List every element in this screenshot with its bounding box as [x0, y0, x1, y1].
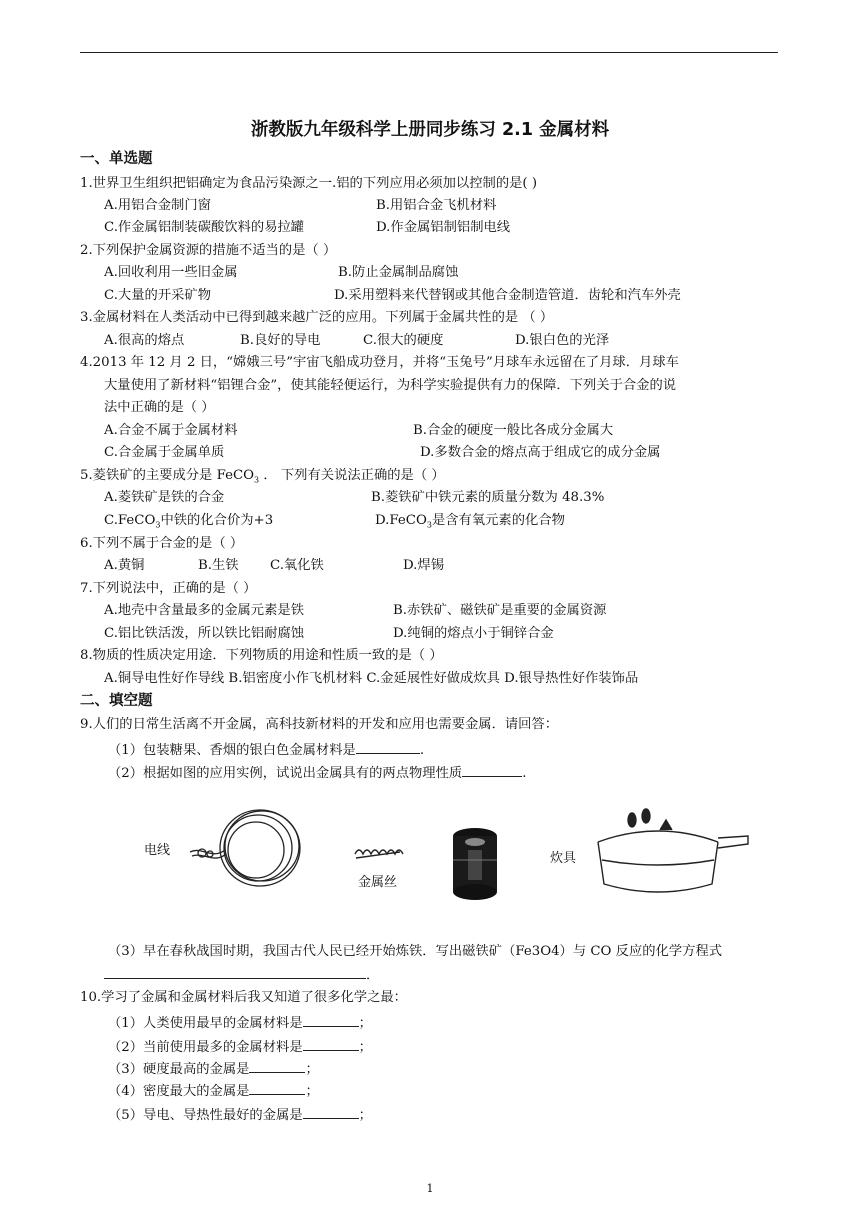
- q5-option-c: C.FeCO$_3$中铁的化合价为+3: [104, 513, 274, 530]
- answer-blank[interactable]: [462, 763, 522, 777]
- q8-stem: 8.物质的性质决定用途．下列物质的用途和性质一致的是（ ）: [80, 648, 443, 663]
- answer-blank[interactable]: [303, 1037, 359, 1051]
- q5-stem: 5.菱铁矿的主要成分是 FeCO$_3$ ． 下列有关说法正确的是（ ）: [80, 468, 445, 485]
- q2-option-a: A.回收利用一些旧金属: [104, 265, 238, 280]
- q7-option-d: D.纯铜的熔点小于铜锌合金: [393, 626, 554, 641]
- q6-option-d: D.焊锡: [403, 558, 445, 573]
- q7-stem: 7.下列说法中，正确的是（ ）: [80, 581, 257, 596]
- q10-stem: 10.学习了金属和金属材料后我又知道了很多化学之最：: [80, 990, 407, 1005]
- q3-option-c: C.很大的硬度: [363, 333, 444, 348]
- figure-label-wire: 电线: [144, 843, 171, 858]
- q3-option-d: D.银白色的光泽: [515, 333, 610, 348]
- q4-option-a: A.合金不属于金属材料: [104, 423, 238, 438]
- q1-option-c: C.作金属铝制装碳酸饮料的易拉罐: [104, 220, 305, 235]
- q5-option-b: B.菱铁矿中铁元素的质量分数为 48.3%: [371, 490, 605, 505]
- q1-option-b: B.用铝合金飞机材料: [376, 198, 497, 213]
- q10-part5: （5）导电、导热性最好的金属是 ；: [108, 1105, 372, 1125]
- wire-coil-image: [190, 810, 300, 886]
- q5-option-d: D.FeCO$_3$是含有氧元素的化合物: [375, 513, 565, 530]
- q8-options: A.铜导电性好作导线 B.铝密度小作飞机材料 C.金延展性好做成炊具 D.银导热性好作装饰品: [104, 671, 639, 686]
- q9-part2: （2）根据如图的应用实例，试说出金属具有的两点物理性质 .: [108, 763, 526, 783]
- q9-part1: （1）包装糖果、香烟的银白色金属材料是 .: [108, 740, 424, 760]
- answer-blank[interactable]: [303, 1105, 359, 1119]
- q3-option-b: B.良好的导电: [240, 333, 321, 348]
- q2-stem: 2.下列保护金属资源的措施不适当的是（ ）: [80, 243, 337, 258]
- q1-stem: 1.世界卫生组织把铝确定为食品污染源之一.铝的下列应用必须加以控制的是( ): [80, 176, 538, 191]
- page-number: 1: [426, 1182, 434, 1195]
- q6-stem: 6.下列不属于合金的是（ ）: [80, 536, 244, 551]
- q9-part3-answer: ．: [104, 965, 379, 985]
- q4-option-b: B.合金的硬度一般比各成分金属大: [413, 423, 614, 438]
- figure-label-metal-wire: 金属丝: [358, 875, 398, 890]
- q5-option-a: A.菱铁矿是铁的合金: [104, 490, 225, 505]
- q9-stem: 9.人们的日常生活离不开金属，高科技新材料的开发和应用也需要金属．请回答：: [80, 717, 559, 732]
- figure-label-cooker: 炊具: [550, 851, 577, 866]
- q7-option-b: B.赤铁矿、磁铁矿是重要的金属资源: [393, 603, 607, 618]
- q10-part4: （4）密度最大的金属是 ；: [108, 1081, 319, 1101]
- answer-blank[interactable]: [249, 1059, 305, 1073]
- answer-blank[interactable]: [104, 965, 366, 979]
- q7-option-c: C.铝比铁活泼，所以铁比铝耐腐蚀: [104, 626, 305, 641]
- q10-part3: （3）硬度最高的金属是 ；: [108, 1059, 319, 1079]
- page-title: 浙教版九年级科学上册同步练习 2.1 金属材料: [250, 120, 610, 140]
- answer-blank[interactable]: [249, 1081, 305, 1095]
- q4-stem-line1: 4.2013 年 12 月 2 日，“嫦娥三号”宇宙飞船成功登月，并将“玉兔号”月球车永远留在了月球．月球车: [80, 355, 679, 370]
- q4-option-c: C.合金属于金属单质: [104, 445, 225, 460]
- q2-option-c: C.大量的开采矿物: [104, 288, 212, 303]
- answer-blank[interactable]: [303, 1013, 359, 1027]
- metal-wire-image: [355, 850, 403, 858]
- metal-applications-figure: [130, 790, 750, 910]
- q3-stem: 3.金属材料在人类活动中已得到越来越广泛的应用。下列属于金属共性的是 （ ）: [80, 310, 554, 325]
- metal-applications-illustration: [130, 790, 750, 910]
- q9-part3: （3）早在春秋战国时期，我国古代人民已经开始炼铁．写出磁铁矿（Fe3O4）与 CO 反应的化学方程式: [108, 944, 723, 959]
- q2-option-b: B.防止金属制品腐蚀: [338, 265, 459, 280]
- q7-option-a: A.地壳中含量最多的金属元素是铁: [104, 603, 304, 618]
- metal-nut-image: [453, 828, 497, 900]
- section-heading-fill-in: 二、填空题: [80, 693, 153, 709]
- q3-option-a: A.很高的熔点: [104, 333, 185, 348]
- header-rule: [80, 52, 778, 53]
- answer-blank[interactable]: [356, 740, 420, 754]
- q1-option-a: A.用铝合金制门窗: [104, 198, 211, 213]
- q10-part1: （1）人类使用最早的金属材料是 ；: [108, 1013, 372, 1033]
- q6-option-b: B.生铁: [198, 558, 239, 573]
- q4-stem-line3: 法中正确的是（ ）: [104, 400, 215, 415]
- cooker-image: [598, 809, 748, 892]
- q2-option-d: D.采用塑料来代替钢或其他合金制造管道．齿轮和汽车外壳: [334, 288, 681, 303]
- q6-option-a: A.黄铜: [104, 558, 145, 573]
- q4-option-d: D.多数合金的熔点高于组成它的成分金属: [420, 445, 661, 460]
- q10-part2: （2）当前使用最多的金属材料是 ；: [108, 1037, 372, 1057]
- section-heading-single-choice: 一、单选题: [80, 151, 153, 167]
- q6-option-c: C.氧化铁: [270, 558, 324, 573]
- q4-stem-line2: 大量使用了新材料“铝锂合金”，使其能轻便运行，为科学实验提供有力的保障．下列关于合金的说: [104, 378, 677, 393]
- q1-option-d: D.作金属铝制铝制电线: [376, 220, 511, 235]
